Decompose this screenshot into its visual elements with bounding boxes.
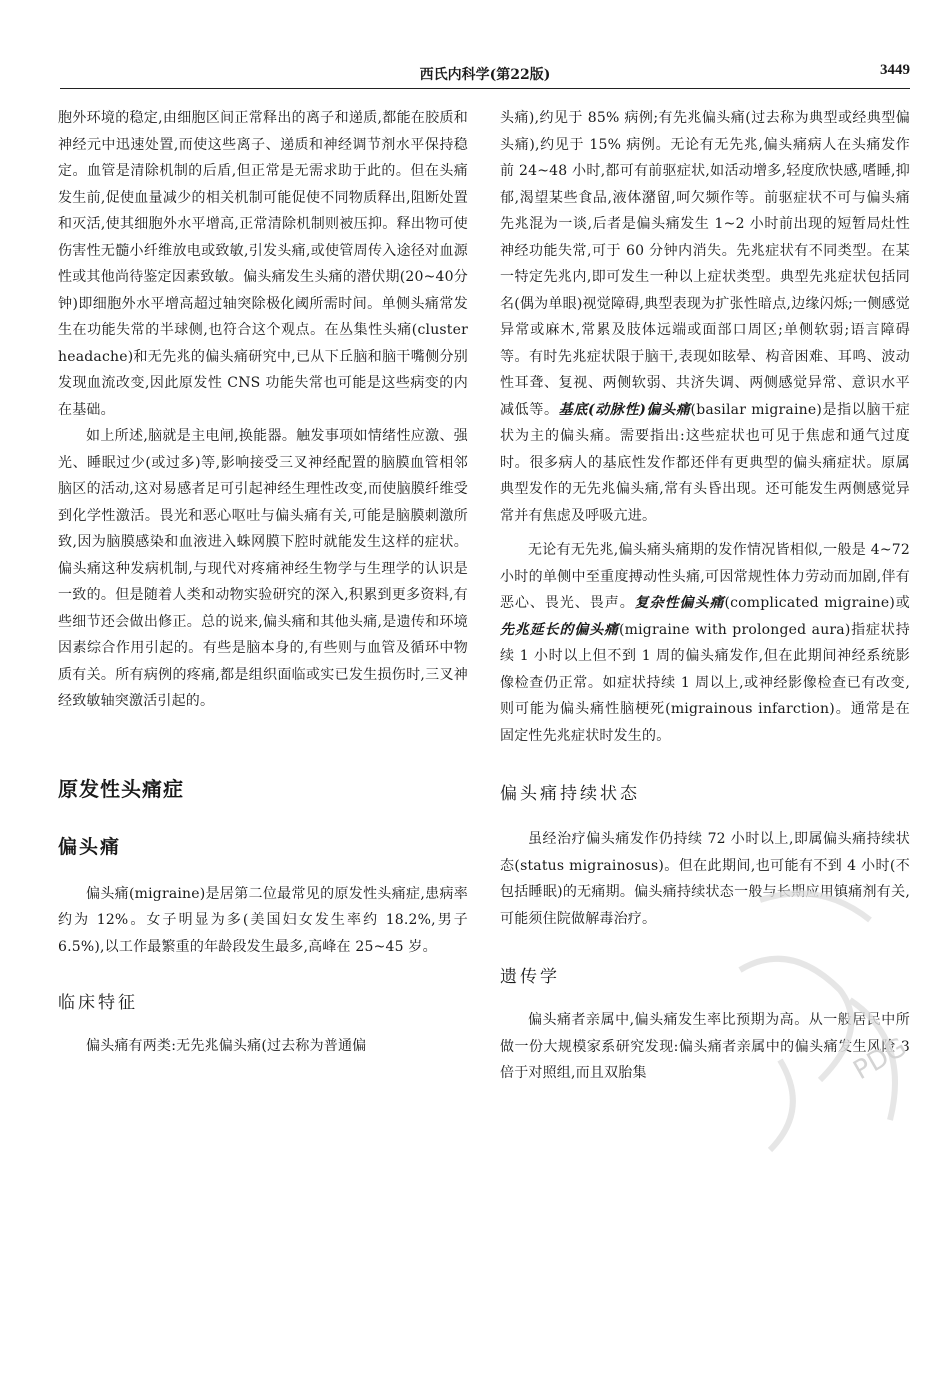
term-prolonged-aura: 先兆延长的偏头痛 [500,621,619,638]
page-number: 3449 [880,62,910,78]
section-heading-genetics: 遗传学 [500,967,560,987]
left-paragraph-1: 胞外环境的稳定,由细胞区间正常释出的离子和递质,都能在胶质和神经元中迅速处置,而使这些离子、递质和神经调节剂水平保持稳定。血管是清除机制的后盾,但正常是无需求助于此的。但在头痛发生前,促使血量减少的相关机制可能促使不同物质释出,阻断处置和灭活,使其细胞外水平增高,正常清除机制则被压抑。释出物可使伤害性无髓小纤维放电或致敏,引发头痛,或使管周传入途径对血源性或其他尚待鉴定因素致敏。偏头痛发生头痛的潜伏期(20~40分钟)即细胞外水平增高超过轴突除极化阈所需时间。单侧头痛常发生在功能失常的半球侧,也符合这个观点。在丛集性头痛(cluster headache)和无先兆的偏头痛研究中,已从下丘脑和脑干嘴侧分别发现血流改变,因此原发性 CNS 功能失常也可能是这些病变的内在基础。 [58,110,468,418]
journal-title: 西氏内科学(第22版) [419,67,551,83]
running-header [60,62,910,86]
spacer [58,802,468,832]
right-paragraph-4: 偏头痛者亲属中,偏头痛发生率比预期为高。从一般居民中所做一份大规模家系研究发现:偏头痛者亲属中的偏头痛发生风险 3 倍于对照组,而且双胎集 [500,1012,910,1081]
text-run: 无论有无先兆,偏头痛头痛期的发作情况皆相似,一般是 4~72 小时的单侧中至重度搏动性头痛,可因常规性体力劳动而加剧,伴有恶心、畏光、畏声。 [500,542,910,611]
spacer [58,1013,468,1033]
left-column [58,105,468,1060]
section-heading-clinical: 临床特征 [58,993,138,1013]
left-paragraph-4: 偏头痛有两类:无先兆偏头痛(过去称为普通偏 [86,1038,367,1054]
watermark-stroke [760,893,870,920]
right-paragraph-1 [500,105,910,529]
text-run: (migraine with prolonged aura)指症状持续 1 小时以上但不到 1 周的偏头痛发作,但在此期间神经系统影像检查仍正常。如症状持续 1 周以上,或神经影像检查已有改变,则可能为偏头痛性脑梗死(migrainous infarction)。通常是在固定性先兆症状时发生的。 [500,621,910,744]
spacer [58,960,468,988]
text-run: (complicated migraine)或 [724,595,911,611]
section-heading-migraine: 偏头痛 [58,835,122,858]
watermark-seal [700,880,950,1170]
watermark-label: PDG [848,1032,912,1087]
watermark-stroke [740,959,851,1080]
left-paragraph-2: 如上所述,脑就是主电闸,换能器。触发事项如情绪性应激、强光、睡眠过少(或过多)等,影响接受三叉神经配置的脑膜血管相邻脑区的活动,这对易感者足可引起神经生理性改变,而使脑膜纤维受到化学性激活。畏光和恶心呕吐与偏头痛有关,可能是脑膜刺激所致,因为脑膜感染和血液进入蛛网膜下腔时就能发生这样的症状。偏头痛这种发病机制,与现代对疼痛神经生物学与生理学的认识是一致的。但是随着人类和动物实验研究的深入,积累到更多资料,有些细节还会做出修正。总的说来,偏头痛和其他头痛,是遗传和环境因素综合作用引起的。有些是脑本身的,有些则与血管及循环中物质有关。所有病例的疼痛,都是组织面临或实已发生损伤时,三叉神经致敏轴突激活引起的。 [58,428,468,709]
spacer [500,749,910,779]
section-heading-status-migrainosus: 偏头痛持续状态 [500,784,640,804]
left-paragraph-3: 偏头痛(migraine)是居第二位最常见的原发性头痛症,患病率约为 12%。女子明显为多(美国妇女发生率约 18.2%,男子 6.5%),以工作最繁重的年龄段发生最多,高峰在 25~45 岁。 [58,885,468,955]
header-rule [60,88,910,89]
section-heading-primary-headache: 原发性头痛症 [58,776,184,801]
spacer [58,715,468,773]
term-basilar-migraine: 基底(动脉性)偏头痛 [558,401,691,418]
watermark-stroke [770,1060,793,1150]
spacer [500,804,910,826]
text-run: 头痛),约见于 85% 病例;有先兆偏头痛(过去称为典型或经典型偏头痛),约见于 15% 病例。无论有无先兆,偏头痛病人在头痛发作前 24~48 小时,都可有前驱症状,如活动增多,轻度欣快感,嗜睡,抑郁,渴望某些食品,液体潴留,呵欠频作等。前驱症状不可与偏头痛先兆混为一谈,后者是偏头痛发生 1~2 小时前出现的短暂局灶性神经功能失常,可于 60 分钟内消失。先兆症状有不同类型。在某一特定先兆内,即可发生一种以上症状类型。典型先兆症状包括同名(偶为单眼)视觉障碍,典型表现为扩张性暗点,边缘闪烁;一侧感觉异常或麻木,常累及肢体远端或面部口周区;单侧软弱;语言障碍等。有时先兆症状限于脑干,表现如眩晕、构音困难、耳鸣、波动性耳聋、复视、两侧软弱、共济失调、两侧感觉异常、意识水平减低等。 [500,110,910,418]
text-run: (basilar migraine)是指以脑干症状为主的偏头痛。需要指出:这些症状也可见于焦虑和通气过度时。很多病人的基底性发作都还伴有更典型的偏头痛症状。原属典型发作的无先兆偏头痛,常有头昏出现。还可能发生两侧感觉异常并有焦虑及呼吸亢进。 [500,401,910,524]
term-complicated-migraine: 复杂性偏头痛 [634,595,725,611]
right-paragraph-3: 虽经治疗偏头痛发作仍持续 72 小时以上,即属偏头痛持续状态(status migrainosus)。但在此期间,也可能有不到 4 小时(不包括睡眠)的无痛期。偏头痛持续状态一般与长期应用镇痛剂有关,可能须住院做解毒治疗。 [500,831,910,927]
right-paragraph-2 [500,537,910,749]
spacer [58,859,468,881]
